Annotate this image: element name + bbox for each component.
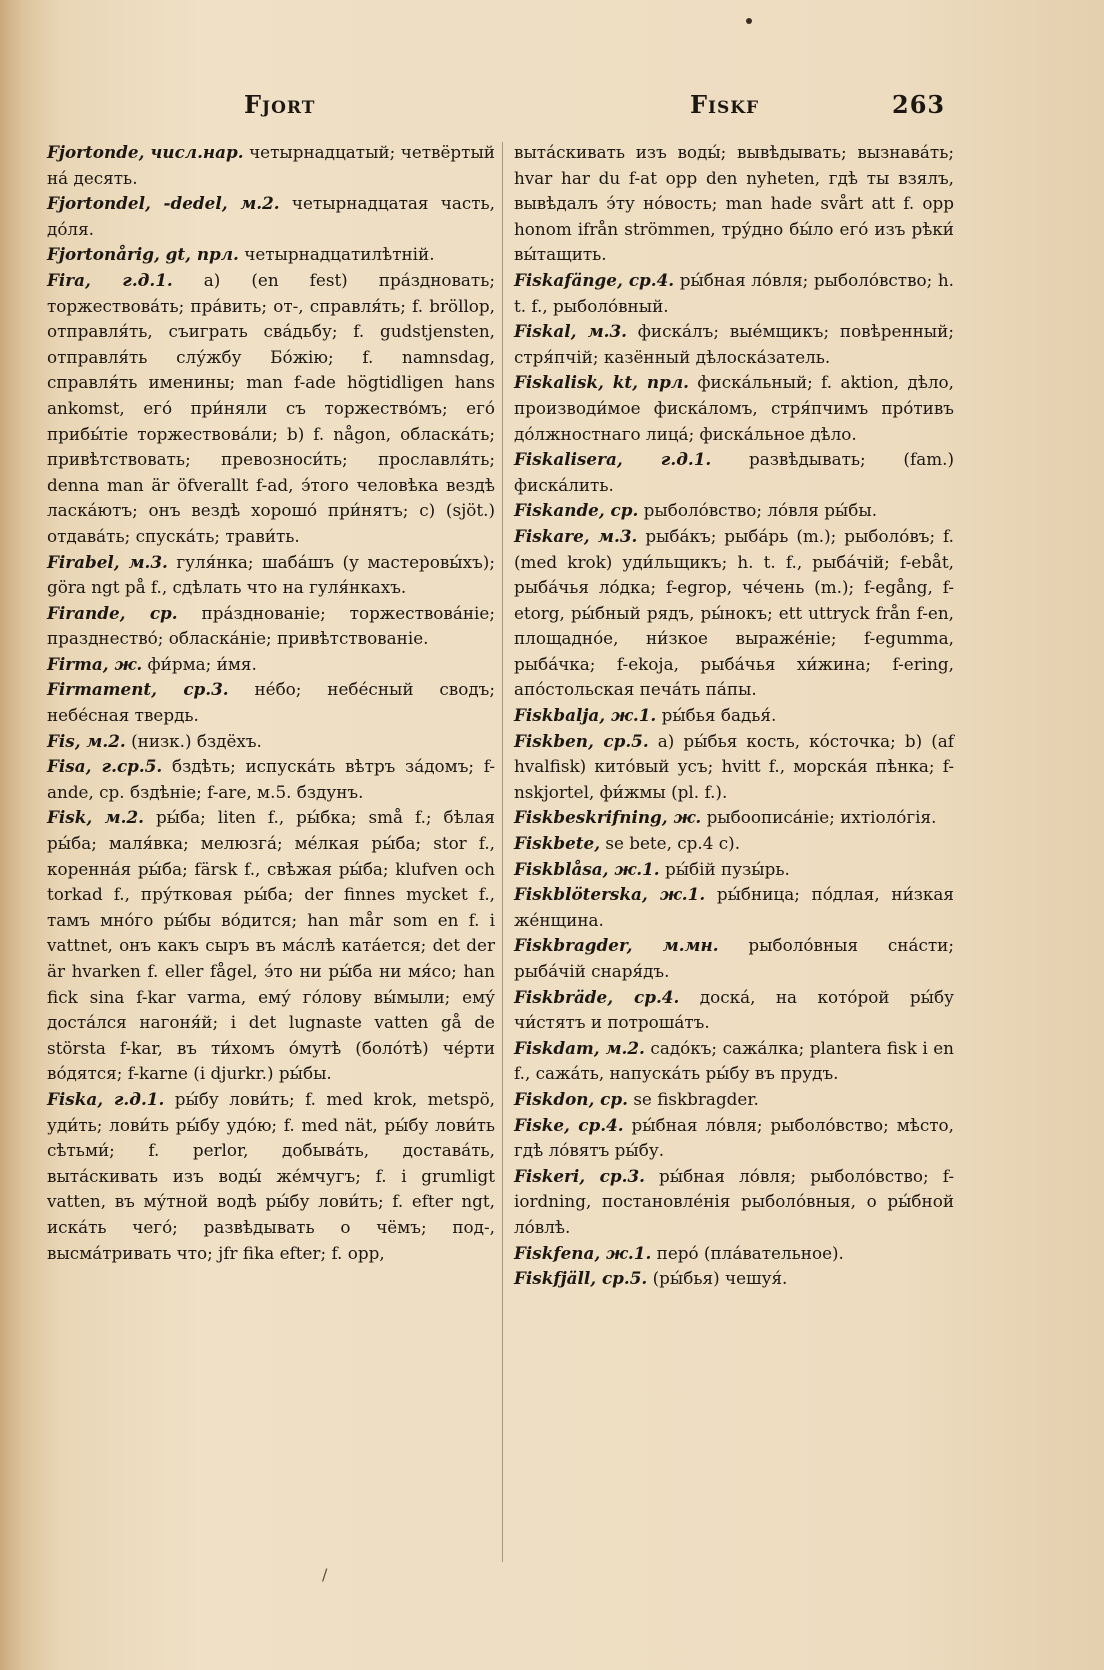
dictionary-entry: [47, 1087, 495, 1266]
headword: Firande, ср.: [47, 602, 178, 623]
definition: a) (en fest) пра́здновать; торжествова́ть; пра́вить; от-, справля́ть; f. bröllop, отправля́ть, съиграть сва́дьбу; f. gudstjensten, отправля́ть слу́жбу Бо́жію; f. namnsdag, справля́ть именины; man f-ade högtidligen hans ankomst, его́ при́няли съ торжество́мъ; его́ прибы́тіе торжествова́ли; b) f. någon, обласка́ть; привѣтствовать; превозноси́ть; прославля́ть; denna man är öfverallt f-ad, э́того человѣка вездѣ ласка́ютъ; онъ вездѣ хорошо́ при́нятъ; c) (sjöt.) отдава́ть; спуска́ть; трави́ть.: [47, 269, 496, 546]
headword: Fiskbräde, ср.4.: [514, 986, 680, 1007]
footer-mark: /: [322, 1565, 328, 1584]
dictionary-entry: [514, 140, 954, 268]
definition: рыболо́вныя сна́сти; рыба́чій снаря́дъ.: [514, 935, 955, 981]
headword: Fiske, ср.4.: [514, 1114, 624, 1135]
headword: Fiskbeskrifning, ж.: [514, 807, 702, 828]
dictionary-entry: [514, 1087, 954, 1113]
definition: ры́бная ло́вля; рыболо́вство; мѣсто, гдѣ ло́вятъ ры́бу.: [514, 1114, 954, 1161]
dictionary-entry: [47, 550, 495, 601]
definition: доска́, на кото́рой ры́бу чи́стятъ и потроша́тъ.: [514, 986, 954, 1033]
headword: Fiskande, ср.: [514, 500, 639, 521]
dictionary-entry: [514, 1241, 954, 1267]
definition: рыба́къ; рыба́рь (m.); рыболо́въ; f. (med krok) уди́льщикъ; h. t. f., рыба́чій; f-ebåt, рыба́чья ло́дка; f-egrop, че́чень (m.); f-egång, f-etorg, ры́бный рядъ, ры́нокъ; ett uttryck från f-en, площадно́е, ни́зкое выраже́ніе; f-egumma, рыба́чка; f-ekoja, рыба́чья хи́жина; f-ering, апо́стольская печа́ть па́пы.: [514, 525, 954, 700]
headword: Firabel, м.3.: [47, 551, 168, 572]
definition: развѣдывать; (fam.) фиска́лить.: [514, 449, 954, 495]
headword: Fiskfena, ж.1.: [514, 1242, 652, 1263]
dictionary-entry: [514, 1266, 954, 1292]
dictionary-entry: [47, 242, 495, 268]
definition: перо́ (пла́вательное).: [651, 1242, 844, 1263]
dictionary-entry: [47, 754, 495, 805]
headword: Fiska, г.д.1.: [47, 1088, 165, 1109]
definition: садо́къ; сажа́лка; plantera fisk i en f., сажа́ть, напуска́ть ры́бу въ прудъ.: [514, 1037, 954, 1084]
headword: Fiskben, ср.5.: [514, 730, 649, 751]
definition: (низк.) бздёхъ.: [125, 730, 262, 751]
definition: фиска́льный; f. aktion, дѣло, производи́мое фиска́ломъ, стря́пчимъ про́тивъ до́лжностнаго лица́; фиска́льное дѣло.: [514, 372, 954, 444]
dictionary-entry: [47, 805, 495, 1087]
definition: четырнадцатая часть, до́ля.: [47, 193, 495, 239]
dictionary-entry: [514, 985, 954, 1036]
definition: рыболо́вство; ло́вля ры́бы.: [638, 500, 878, 521]
headword: Fiskbalja, ж.1.: [514, 705, 657, 726]
headword: Fiskafänge, ср.4.: [514, 269, 675, 290]
definition: фиска́лъ; вые́мщикъ; повѣренный; стря́пчій; казённый дѣлоска́затель.: [514, 321, 954, 367]
definition: гуля́нка; шаба́шъ (у мастеровы́хъ); göra ngt på f., сдѣлать что на гуля́нкахъ.: [47, 551, 495, 598]
headword: Fjortonde, числ.нар.: [47, 142, 244, 162]
headword: Fiskbragder, м.мн.: [514, 935, 719, 956]
dictionary-entry: [514, 319, 954, 370]
definition: четырнадцатилѣтній.: [238, 244, 435, 265]
headword: Fiskalisk, kt, прл.: [514, 372, 689, 393]
definition: ры́бная ло́вля; рыболо́вство; h. t. f., рыболо́вный.: [514, 269, 954, 316]
definition: четырнадцатый; четвёртый на́ десять.: [47, 142, 495, 188]
headword: Fiskare, м.3.: [514, 525, 638, 546]
definition: рыбоописа́ніе; ихтіоло́гія.: [701, 807, 937, 828]
dictionary-entry: [47, 652, 495, 678]
definition: пра́зднованіе; торжествова́ніе; празднество́; обласка́ніе; привѣтствованіе.: [47, 602, 495, 649]
dictionary-entry: [514, 498, 954, 524]
headword: Fiskeri, ср.3.: [514, 1165, 645, 1186]
headword: Fiskfjäll, ср.5.: [514, 1268, 648, 1289]
headword: Firmament, ср.3.: [47, 679, 229, 700]
dictionary-entry: [514, 831, 954, 857]
dictionary-entry: [514, 1164, 954, 1241]
dictionary-entry: [514, 933, 954, 984]
headword: Fjortonårig, gt, прл.: [47, 244, 239, 265]
dictionary-entry: [514, 447, 954, 498]
left-column: [47, 140, 495, 1266]
headword: Fiskal, м.3.: [514, 321, 628, 342]
definition: ры́бница; по́длая, ни́зкая же́нщина.: [514, 884, 954, 930]
dictionary-entry: [514, 370, 954, 447]
column-divider: [502, 142, 503, 1562]
dictionary-entry: [514, 857, 954, 883]
dictionary-entry: [47, 191, 495, 242]
page-number: 263: [892, 90, 946, 119]
dictionary-entry: [514, 1036, 954, 1087]
dictionary-entry: [47, 268, 495, 550]
headword: Fjortondel, -dedel, м.2.: [47, 193, 280, 214]
dictionary-entry: [514, 882, 954, 933]
headword: Fira, г.д.1.: [47, 269, 173, 290]
headword: Fiskdam, м.2.: [514, 1037, 645, 1058]
dictionary-entry: [47, 677, 495, 728]
definition: выта́скивать изъ воды́; вывѣдывать; вызнава́ть; hvar har du f-at opp den nyheten, гдѣ ты взялъ, вывѣдалъ э́ту но́вость; man hade svårt att f. opp honom ifrån strömmen, тру́дно бы́ло его́ изъ рѣки́ вы́тащить.: [514, 142, 954, 265]
running-head-left: Fjort: [244, 90, 316, 119]
dictionary-entry: [514, 729, 954, 806]
definition: ры́бья бадья́.: [656, 705, 777, 726]
dictionary-entry: [514, 268, 954, 319]
headword: Fiskalisera, г.д.1.: [514, 449, 712, 470]
dictionary-entry: [514, 524, 954, 703]
definition: (ры́бья) чешуя́.: [647, 1268, 788, 1289]
definition: ры́ба; liten f., ры́бка; små f.; бѣлая ры́ба; маля́вка; мелюзга́; ме́лкая ры́ба; stor f., коренна́я ры́ба; färsk f., свѣжая ры́ба; klufven och torkad f., пру́тковая ры́ба; der finnes mycket f., тамъ мно́го ры́бы во́дится; han mår som en f. i vattnet, онъ какъ сыръ въ ма́слѣ ката́ется; det der är hvarken f. eller fågel, э́то ни ры́ба ни мя́со; han fick sina f-kar varma, ему́ го́лову вы́мыли; ему́ доста́лся нагоня́й; i det lugnaste vatten gå de största f-kar, въ ти́хомъ о́мутѣ (боло́тѣ) че́рти во́дятся; f-karne (i djurkr.) ры́бы.: [47, 807, 495, 1084]
headword: Fiskdon, ср.: [514, 1088, 628, 1109]
headword: Firma, ж.: [47, 653, 143, 674]
definition: фи́рма; и́мя.: [142, 653, 257, 674]
printer-mark: [746, 18, 752, 24]
headword: Fisk, м.2.: [47, 807, 144, 828]
dictionary-entry: [514, 703, 954, 729]
definition: не́бо; небе́сный сводъ; небе́сная твердь.: [47, 679, 495, 726]
definition: ры́бу лови́ть; f. med krok, metspö, уди́ть; лови́ть ры́бу удо́ю; f. med nät, ры́бу лови́ть сѣтьми́; f. perlor, добыва́ть, достава́ть, выта́скивать изъ воды́ же́мчугъ; f. i grumligt vatten, въ му́тной водѣ ры́бу лови́ть; f. efter ngt, иска́ть чего́; развѣдывать о чёмъ; под-, высма́тривать что; jfr fika efter; f. opp,: [47, 1088, 496, 1263]
dictionary-entry: [47, 601, 495, 652]
definition: ры́бная ло́вля; рыболо́вство; f-iordning, постановле́нія рыболо́вныя, о ры́бной ло́влѣ.: [514, 1165, 954, 1237]
headword: Fisa, г.ср.5.: [47, 756, 163, 777]
running-head-right: Fiskf: [690, 90, 760, 119]
right-column: [514, 140, 954, 1292]
definition: бздѣть; испуска́ть вѣтръ за́домъ; f-ande, ср. бздѣніе; f-are, м.5. бздунъ.: [47, 756, 496, 802]
headword: Fiskbete,: [514, 833, 601, 854]
definition: ры́бій пузы́рь.: [659, 858, 790, 879]
definition: a) ры́бья кость, ко́сточка; b) (af hvalfisk) кито́вый усъ; hvitt f., морска́я пѣнка; f-nskjortel, фи́жмы (pl. f.).: [514, 730, 954, 802]
headword: Fiskblöterska, ж.1.: [514, 884, 706, 905]
dictionary-entry: [47, 729, 495, 755]
headword: Fiskblåsa, ж.1.: [514, 858, 660, 879]
definition: se bete, ср.4 c).: [600, 833, 741, 854]
dictionary-entry: [514, 805, 954, 831]
definition: se fiskbragder.: [627, 1088, 759, 1109]
dictionary-entry: [47, 140, 495, 191]
headword: Fis, м.2.: [47, 730, 126, 751]
dictionary-entry: [514, 1113, 954, 1164]
